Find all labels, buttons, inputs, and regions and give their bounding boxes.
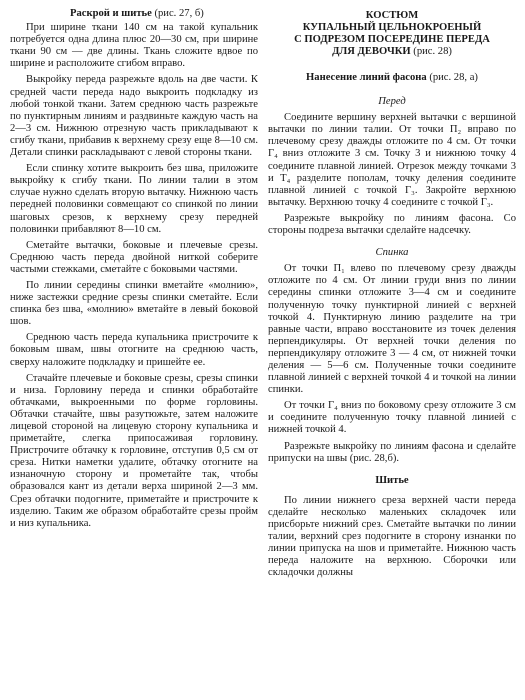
right-column [268, 8, 516, 583]
paragraph: Если спинку хотите выкроить без шва, приложите выкройку к сгибу ткани. По линии талии в этом случае нужно сделать вторую вытачку. Нижнюю часть передней половинки совмещают со спинкой по линии шаговых срезов, к верхнему срезу передней половинки прибавляют 8—10 см. [10, 163, 258, 235]
paragraph: От точки П₁ влево по плечевому срезу дважды отложите по 4 см. От линии груди вниз по линии середины спинки отложите 3—4 см и соедините полученную точку пунктирной линией с верхней точкой 4. Пунктирную линию разделите на три равные части, вправо восстановите из точек деления перпендикуляры. От верхней точки деления по перпендикуляру отложите 3 — 4 см, от нижней точки деления — 5—6 см. Полученные точки соедините плавной линией с верхней точкой 4 и точкой на линии спинки. [268, 263, 516, 396]
title-line: С ПОДРЕЗОМ ПОСЕРЕДИНЕ ПЕРЕДА [294, 34, 490, 45]
paragraph: Соедините вершину верхней вытачки с вершиной вытачки по линии талии. От точки П₂ вправо по плечевому срезу дважды отложите по 4 см. От точки Г₄ вниз отложите 3 см. Точку 3 и нижнюю точку 4 соедините плавной линией. Отрезок между точками 3 и Т₄ разделите пополам, точку деления соедините плавной линией с точкой Г₃. Закройте верхнюю вытачку. Верхнюю точку 4 соедините с точкой Г₃. [268, 112, 516, 208]
paragraph: Разрежьте выкройку по линиям фасона. Со стороны подреза вытачки сделайте надсечку. [268, 212, 516, 237]
heading-text: Раскрой и шитье [70, 8, 152, 19]
paragraph: При ширине ткани 140 см на такой купальник потребуется одна длина плюс 20—30 см, при ширине ткани 90 см — две длины. Ткань сложите вдвое по ширине и расположите сгибом вправо. [10, 22, 258, 70]
section-heading-cutting [70, 8, 258, 20]
section-label-back: Спинка [375, 247, 409, 259]
title-line: ДЛЯ ДЕВОЧКИ [332, 46, 411, 57]
heading-figure-ref: (рис. 27, б) [154, 8, 204, 19]
left-column [10, 8, 258, 534]
subheading-figure-ref: (рис. 28, а) [429, 72, 478, 83]
paragraph: По линии середины спинки вметайте «молнию», ниже застежки средние срезы спинки сметайте. Если спинка без шва, «молнию» вметайте в левый боковой шов. [10, 279, 258, 328]
paragraph: Стачайте плечевые и боковые срезы, срезы спинки и низа. Горловину переда и спинки обработайте обтачками, выкроенными по форме горловины. Обтачки стачайте, швы разутюжьте, затем наложите лицевой стороной на лицевую сторону купальника и приметайте, слегка припосаживая горловину. Пристрочите обтачку к горловине, отступив 0,5 см от среза. Нитки наметки удалите, обтачку отогните на изнаночную сторону и прометайте так, чтобы образовался кант из детали верха шириной 2—3 мм. Срез обтачки подогните, приметайте и пристрочите к изделию. Таким же образом обработайте срезы пройм и низ купальника. [10, 372, 258, 529]
title-line: КОСТЮМ [365, 10, 419, 21]
section-label-front: Перед [378, 96, 406, 108]
title-figure-ref: (рис. 28) [413, 46, 452, 57]
paragraph: Среднюю часть переда купальника пристрочите к боковым швам, швы отогните на среднюю часть, сверху наложите подкладку и пришейте ее. [10, 332, 258, 368]
section-label-sewing: Шитье [375, 474, 409, 486]
paragraph: Разрежьте выкройку по линиям фасона и сделайте припуски на швы (рис. 28,б). [268, 440, 516, 464]
paragraph: От точки Г₄ вниз по боковому срезу отложите 3 см и соедините полученную точку плавной линией с нижней точкой 4. [268, 400, 516, 436]
paragraph: По линии нижнего среза верхней части переда сделайте несколько маленьких складочек или присборьте нижний срез. Сметайте вытачки по линии талии, верхний срез подогните в сторону изнанки по линии припуска на шов и приметайте. Нижнюю часть переда наложите на верхнюю. Сборочки или складочки должны [268, 494, 516, 579]
title-line: КУПАЛЬНЫЙ ЦЕЛЬНОКРОЕНЫЙ [302, 22, 482, 33]
paragraph: Сметайте вытачки, боковые и плечевые срезы. Среднюю часть переда двойной ниткой соберите частыми стежками, сметайте с боковыми частями. [10, 239, 258, 275]
article-title [268, 10, 516, 58]
subheading-text: Нанесение линий фасона [306, 72, 427, 83]
paragraph: Выкройку переда разрежьте вдоль на две части. К средней части переда надо выкроить подкладку из любой тонкой ткани. Затем среднюю часть разрежьте по пунктирным линиям и раздвиньте каждую часть на 2—3 см. Нижнюю отрезную часть прикладывают к сгибу ткани, прибавив к верхнему срезу еще 8—10 см. Детали спинки раскладывают с левой стороны ткани. [10, 74, 258, 159]
subheading [268, 72, 516, 84]
